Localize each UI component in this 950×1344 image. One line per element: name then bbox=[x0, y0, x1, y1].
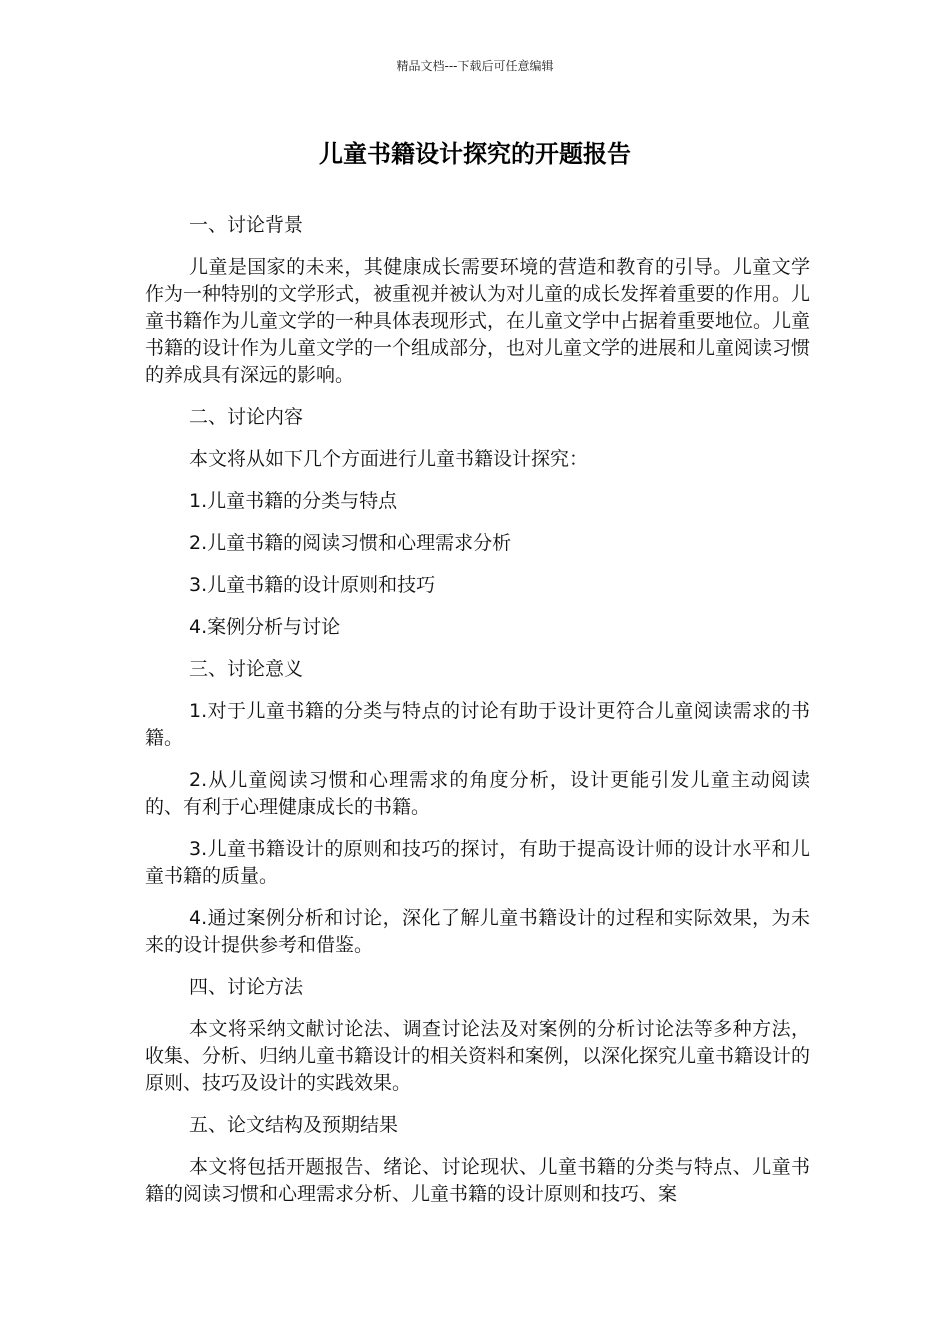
paragraph-content-intro: 本文将从如下几个方面进行儿童书籍设计探究： bbox=[189, 448, 589, 470]
document-body bbox=[145, 212, 810, 1223]
list-item-content-3: 3.儿童书籍的设计原则和技巧 bbox=[189, 574, 436, 596]
paragraph-background: 儿童是国家的未来，其健康成长需要环境的营造和教育的引导。儿童文学作为一种特别的文学形式，被重视并被认为对儿童的成长发挥着重要的作用。儿童书籍作为儿童文学的一种具体表现形式，在儿童文学中占据着重要地位。儿童书籍的设计作为儿童文学的一个组成部分，也对儿童文学的进展和儿童阅读习惯的养成具有深远的影响。 bbox=[145, 256, 811, 386]
paragraph-structure: 本文将包括开题报告、绪论、讨论现状、儿童书籍的分类与特点、儿童书籍的阅读习惯和心理需求分析、儿童书籍的设计原则和技巧、案 bbox=[145, 1156, 810, 1205]
section-heading-background: 一、讨论背景 bbox=[189, 214, 304, 236]
list-item-content-1: 1.儿童书籍的分类与特点 bbox=[189, 490, 398, 512]
list-item-significance-1: 1.对于儿童书籍的分类与特点的讨论有助于设计更符合儿童阅读需求的书籍。 bbox=[145, 700, 810, 749]
list-item-content-4: 4.案例分析与讨论 bbox=[189, 616, 341, 638]
list-item-significance-2: 2.从儿童阅读习惯和心理需求的角度分析，设计更能引发儿童主动阅读的、有利于心理健康成长的书籍。 bbox=[145, 769, 810, 818]
section-heading-structure: 五、论文结构及预期结果 bbox=[189, 1114, 399, 1136]
section-heading-content: 二、讨论内容 bbox=[189, 406, 304, 428]
list-item-significance-3: 3.儿童书籍设计的原则和技巧的探讨，有助于提高设计师的设计水平和儿童书籍的质量。 bbox=[145, 838, 810, 887]
list-item-content-2: 2.儿童书籍的阅读习惯和心理需求分析 bbox=[189, 532, 512, 554]
section-heading-significance: 三、讨论意义 bbox=[189, 658, 304, 680]
paragraph-methods: 本文将采纳文献讨论法、调查讨论法及对案例的分析讨论法等多种方法，收集、分析、归纳儿童书籍设计的相关资料和案例，以深化探究儿童书籍设计的原则、技巧及设计的实践效果。 bbox=[145, 1018, 811, 1094]
document-title: 儿童书籍设计探究的开题报告 bbox=[319, 140, 631, 168]
section-heading-methods: 四、讨论方法 bbox=[189, 976, 304, 998]
list-item-significance-4: 4.通过案例分析和讨论，深化了解儿童书籍设计的过程和实际效果，为未来的设计提供参考和借鉴。 bbox=[145, 907, 810, 956]
page-header: 精品文档---下载后可任意编辑 bbox=[396, 59, 554, 73]
